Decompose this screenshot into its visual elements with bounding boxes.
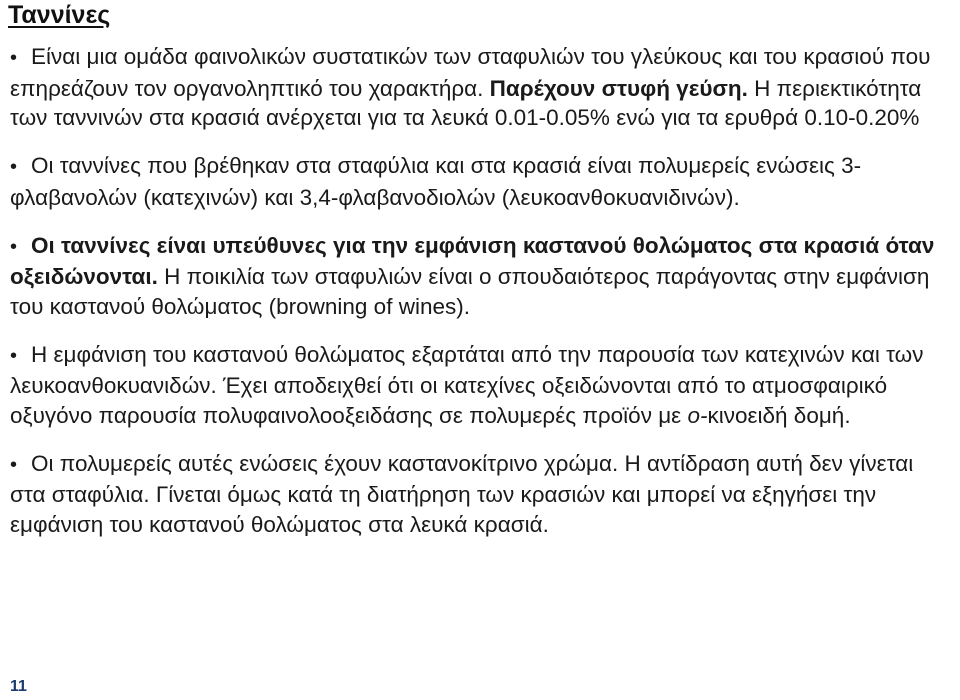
bullet-text: Οι πολυμερείς αυτές ενώσεις έχουν καστανοκίτρινο χρώμα. Η αντίδραση αυτή δεν γίνεται στα σταφύλια. Γίνεται όμως κατά τη διατήρηση των κρασιών και μπορεί να εξηγήσει την εμφάνιση του καστανού θολώματος στα λευκά κρασιά. [10, 450, 914, 537]
bullet-item [10, 231, 954, 322]
bullet-text: Είναι μια ομάδα φαινολικών συστατικών των σταφυλιών του γλεύκους και του κρασιού που επηρεάζουν τον οργανοληπτικό του χαρακτήρα. [10, 44, 931, 101]
bullet-text: Η περιεκτικότητα των ταννινών στα κρασιά ανέρχεται για τα λευκά 0.01-0.05% ενώ για τα ερυθρά 0.10-0.20% [10, 75, 922, 130]
bullet-text: κινοειδή δομή. [707, 402, 851, 428]
bullet-text-bold: Παρέχουν στυφή γεύση. [489, 75, 748, 101]
bullet-item [10, 340, 954, 431]
bullet-dot-icon [10, 340, 31, 372]
bullet-item [10, 151, 954, 212]
bullet-dot-icon [10, 449, 31, 481]
bullet-dot-icon [10, 231, 31, 263]
bullet-text: Οι ταννίνες που βρέθηκαν στα σταφύλια και στα κρασιά είναι πολυμερείς ενώσεις 3-φλαβανολών (κατεχινών) και 3,4-φλαβανοδιολών (λευκοανθοκυανιδινών). [10, 153, 862, 210]
bullet-text-bold: Οι ταννίνες είναι υπεύθυνες για την εμφάνιση καστανού θολώματος στα κρασιά όταν οξειδώνονται. [10, 232, 935, 289]
bullet-text: Η ποικιλία των σταφυλιών είναι ο σπουδαιότερος παράγοντας στην εμφάνιση του καστανού θολώματος (browning of wines). [10, 264, 930, 319]
page-number: 11 [10, 678, 27, 695]
bullet-item [10, 42, 954, 133]
bullet-list [10, 42, 954, 558]
bullet-text-italic: ο- [687, 402, 708, 428]
slide-title: Ταννίνες [8, 1, 111, 29]
bullet-item [10, 449, 954, 540]
bullet-dot-icon [10, 151, 31, 183]
bullet-text: Η εμφάνιση του καστανού θολώματος εξαρτάται από την παρουσία των κατεχινών και των λευκοανθοκυανιδών. Έχει αποδειχθεί ότι οι κατεχίνες οξειδώνονται από το ατμοσφαιρικό οξυγόνο παρουσία πολυφαινολοοξειδάσης σε πολυμερές προϊόν με [10, 341, 924, 428]
bullet-dot-icon [10, 42, 31, 74]
